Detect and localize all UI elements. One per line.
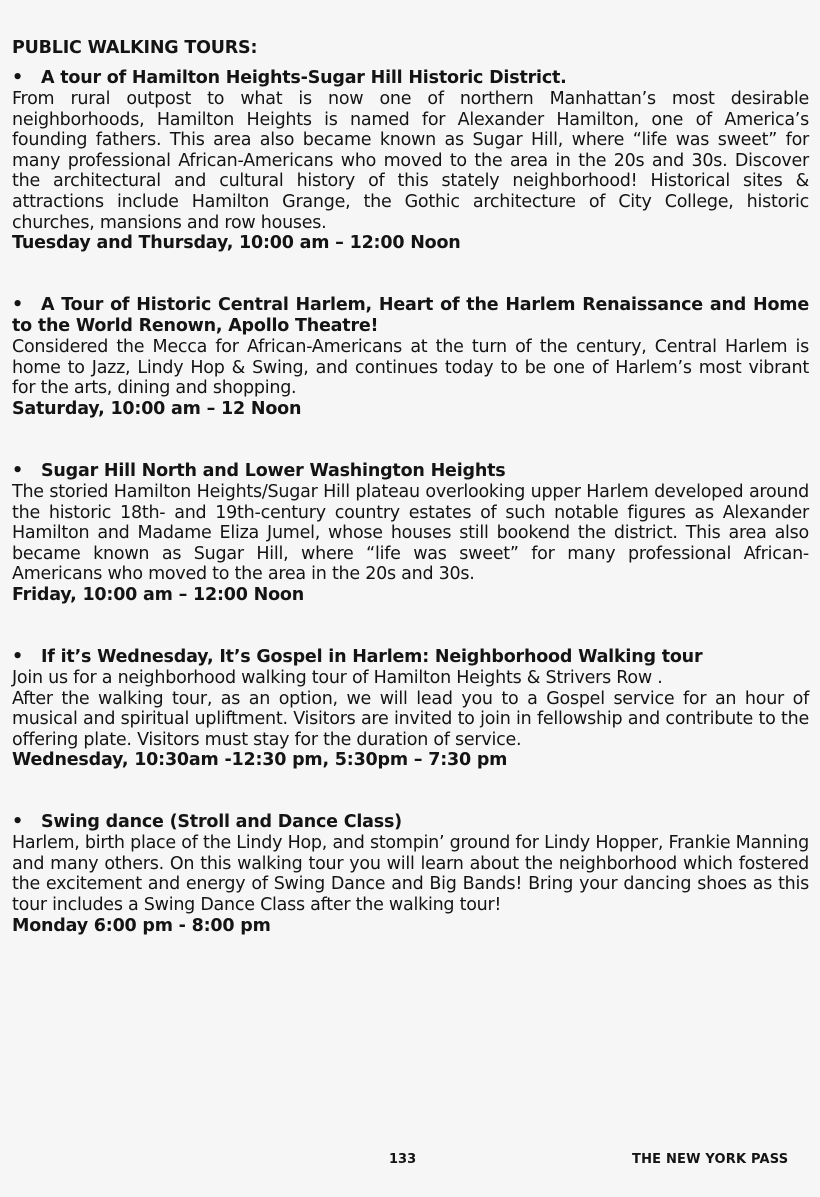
- tour-schedule: Wednesday, 10:30am -12:30 pm, 5:30pm – 7:30 pm: [12, 750, 508, 771]
- page-heading: PUBLIC WALKING TOURS:: [12, 38, 258, 58]
- tour-title-text: Swing dance (Stroll and Dance Class): [41, 812, 402, 833]
- tour-description-paragraph: The storied Hamilton Heights/Sugar Hill plateau overlooking upper Harlem developed around the historic 18th- and 19th-century country estates of such notable figures as Alexander Hamilton and Madame Eliza Jumel, whose houses still bookend the district. This area also became known as Sugar Hill, where “life was sweet” for many professional African-Americans who moved to the area in the 20s and 30s.: [12, 481, 809, 585]
- bullet-icon: •: [12, 646, 23, 667]
- tour-description: [12, 668, 809, 750]
- tour-schedule: Saturday, 10:00 am – 12 Noon: [12, 398, 302, 419]
- tour-description-paragraph: Harlem, birth place of the Lindy Hop, and stompin’ ground for Lindy Hopper, Frankie Manning and many others. On this walking tour you will learn about the neighborhood which fostered the excitement and energy of Swing Dance and Big Bands! Bring your dancing shoes as this tour includes a Swing Dance Class after the walking tour!: [12, 833, 809, 916]
- tour-description-paragraph: Considered the Mecca for African-Americans at the turn of the century, Central Harlem is home to Jazz, Lindy Hop & Swing, and continues today to be one of Harlem’s most vibrant for the arts, dining and shopping.: [12, 337, 809, 399]
- tour-title-text: A tour of Hamilton Heights-Sugar Hill Historic District.: [41, 68, 567, 88]
- bullet-icon: •: [12, 295, 23, 316]
- tour-entry-hamilton-heights: [12, 68, 809, 254]
- page-footer: [0, 1152, 820, 1172]
- tour-schedule: Friday, 10:00 am – 12:00 Noon: [12, 584, 304, 605]
- tour-description-paragraph: After the walking tour, as an option, we will lead you to a Gospel service for an hour of musical and spiritual upliftment. Visitors are invited to join in fellowship and contribute to the offering plate. Visitors must stay for the duration of service.: [12, 688, 809, 750]
- tour-description: [12, 482, 809, 585]
- brand-name: THE NEW YORK PASS: [632, 1152, 789, 1167]
- tour-description: [12, 89, 809, 233]
- tour-schedule: Tuesday and Thursday, 10:00 am – 12:00 Noon: [12, 233, 461, 254]
- tour-entry-swing-dance: [12, 812, 809, 936]
- bullet-icon: •: [12, 460, 23, 481]
- tour-title-text: A Tour of Historic Central Harlem, Heart of the Harlem Renaissance and Home to the World Renown, Apollo Theatre!: [12, 295, 809, 337]
- tour-title: [12, 812, 809, 833]
- tour-title: [12, 647, 809, 668]
- tour-description: [12, 833, 809, 915]
- page-number: 133: [389, 1152, 417, 1167]
- tour-description-paragraph: From rural outpost to what is now one of northern Manhattan’s most desirable neighborhoods, Hamilton Heights is named for Alexander Hamilton, one of America’s founding fathers. This area also became known as Sugar Hill, where “life was sweet” for many professional African-Americans who moved to the area in the 20s and 30s. Discover the architectural and cultural history of this stately neighborhood! Historical sites & attractions include Hamilton Grange, the Gothic architecture of City College, historic churches, mansions and row houses.: [12, 89, 809, 233]
- tour-entry-central-harlem: [12, 295, 809, 420]
- tour-title: [12, 68, 809, 89]
- tour-title-text: Sugar Hill North and Lower Washington Heights: [41, 460, 506, 481]
- tour-description-paragraph: Join us for a neighborhood walking tour of Hamilton Heights & Strivers Row .: [12, 667, 663, 688]
- tour-description: [12, 337, 809, 399]
- tour-title: [12, 295, 809, 337]
- tour-entry-gospel-wednesday: [12, 647, 809, 771]
- bullet-icon: •: [12, 812, 23, 833]
- tour-entry-sugar-hill-north: [12, 461, 809, 606]
- bullet-icon: •: [12, 68, 23, 88]
- tour-schedule: Monday 6:00 pm - 8:00 pm: [12, 915, 271, 936]
- document-page: [12, 36, 809, 937]
- tour-title: [12, 461, 809, 482]
- tour-title-text: If it’s Wednesday, It’s Gospel in Harlem: Neighborhood Walking tour: [41, 646, 703, 667]
